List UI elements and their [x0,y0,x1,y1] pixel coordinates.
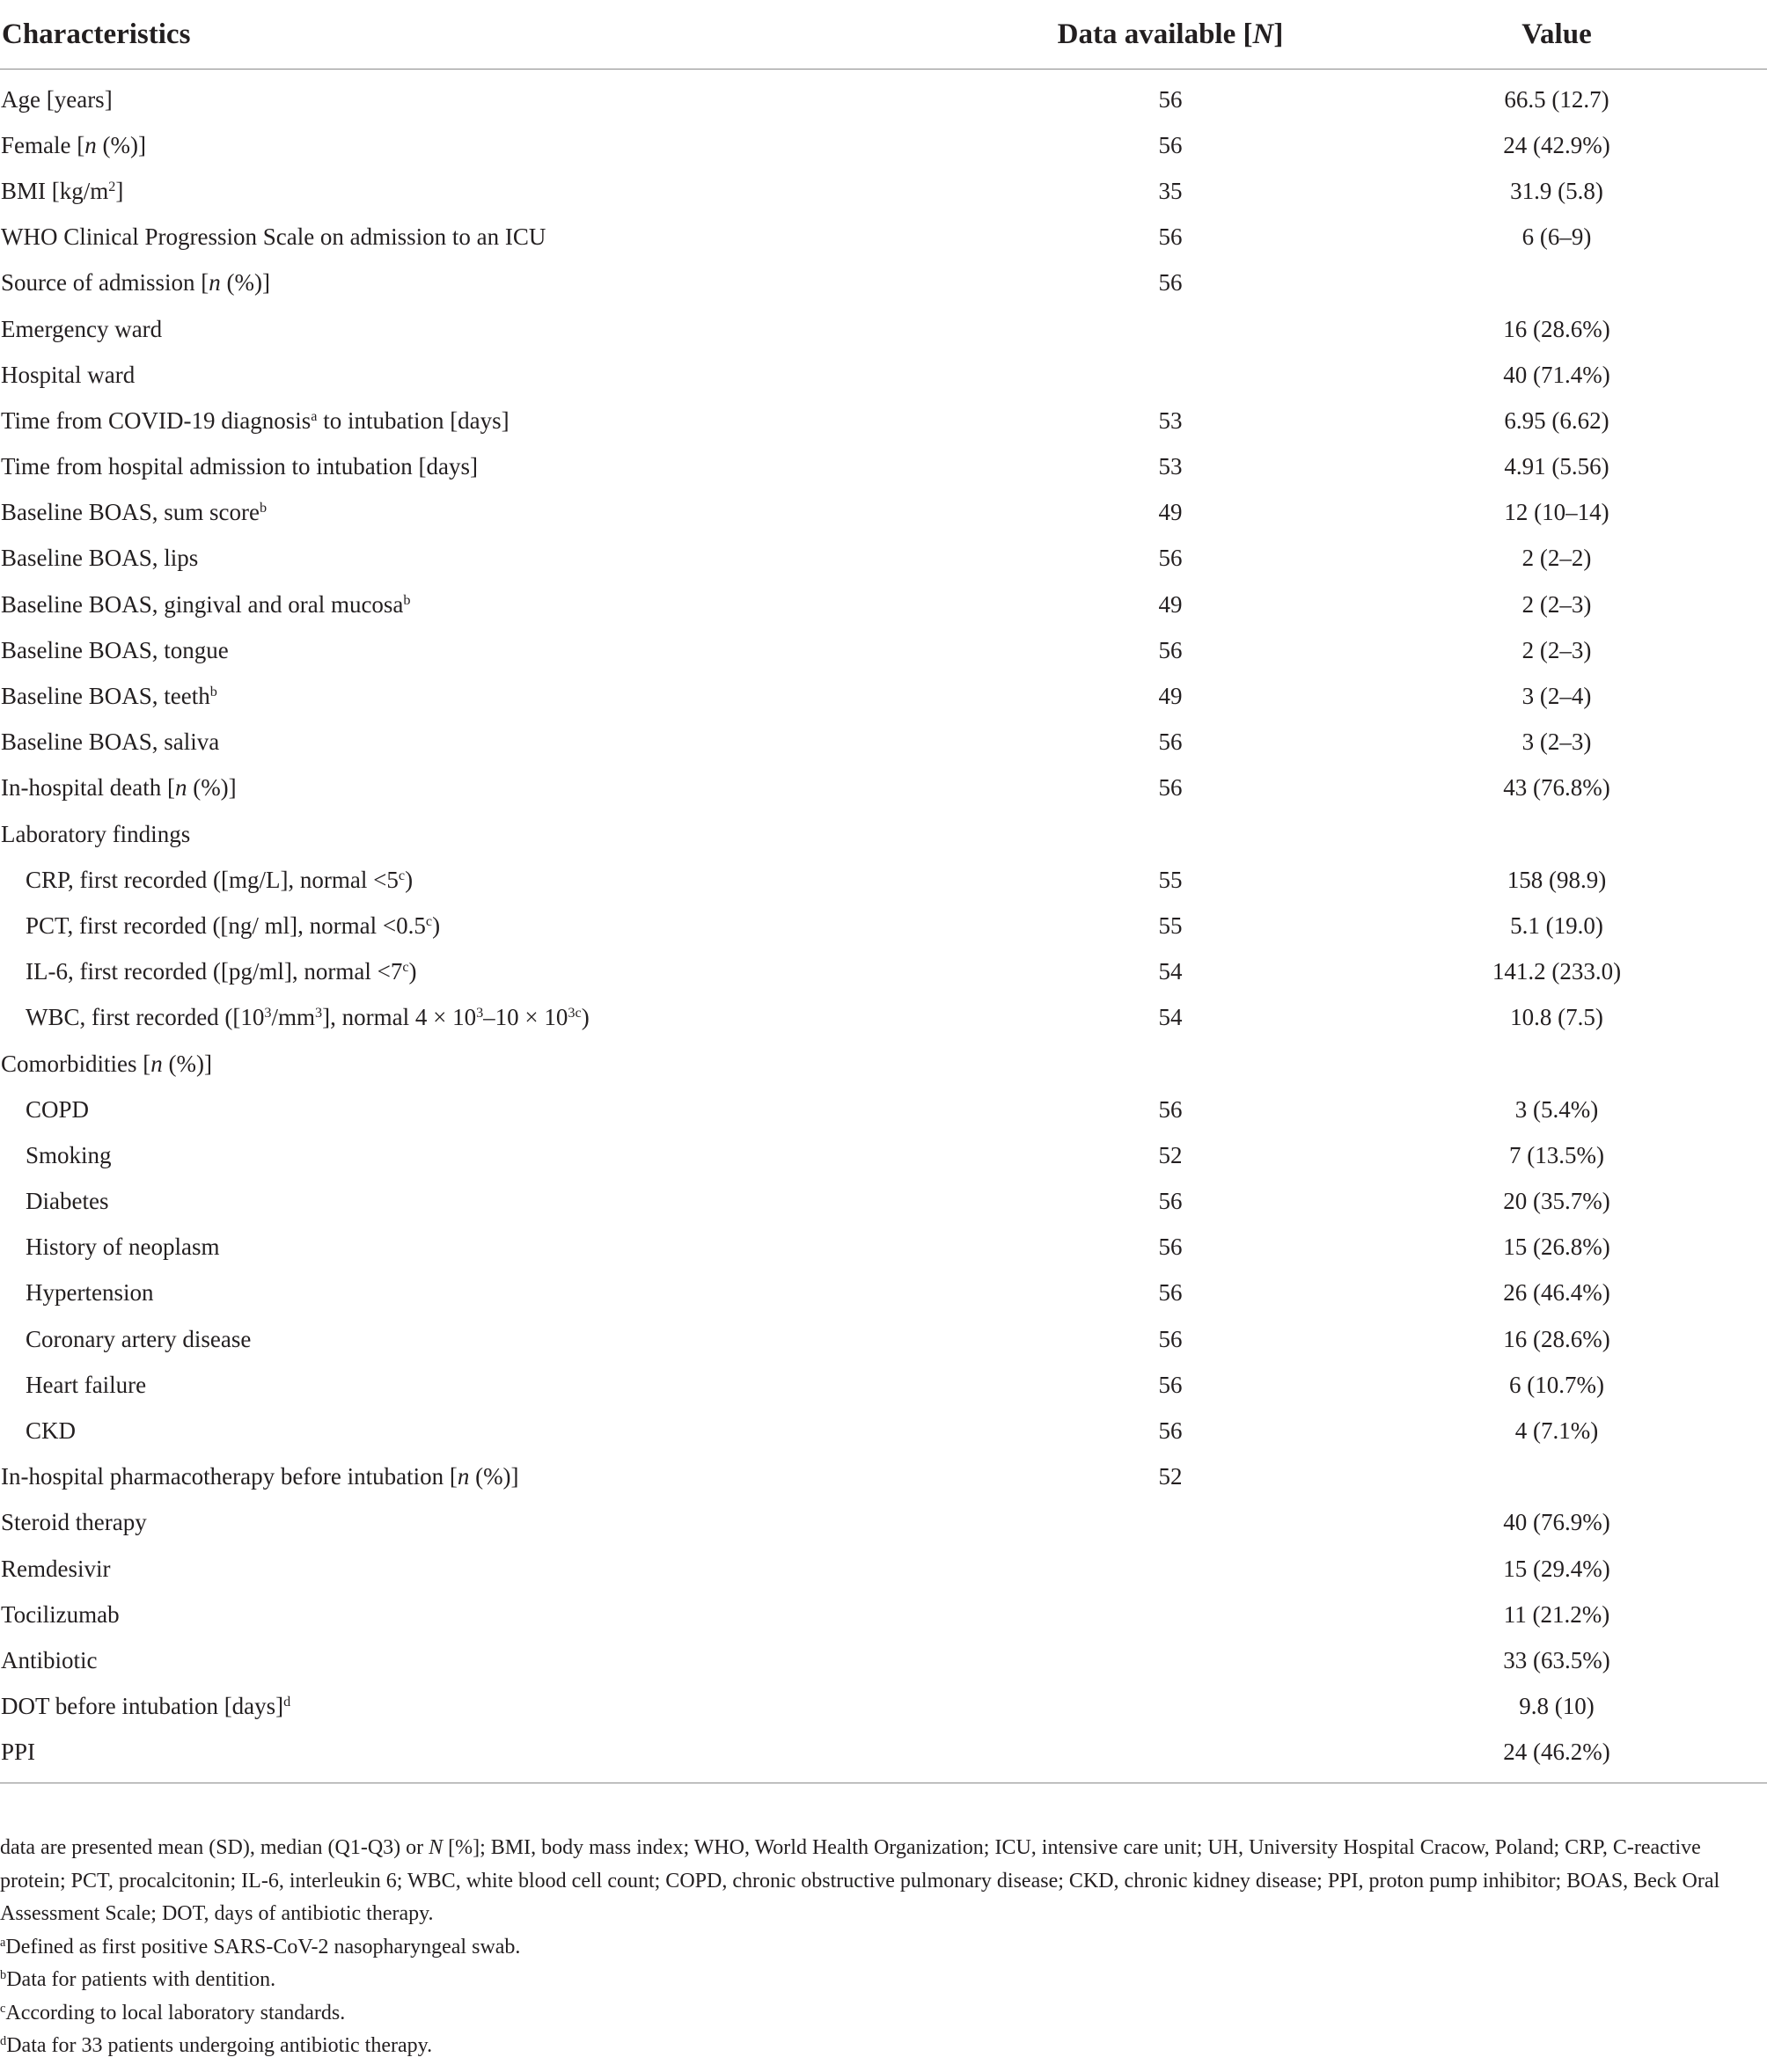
italic-text: n [174,774,187,802]
characteristic-cell [0,1225,994,1270]
value-cell: 40 (76.9%) [1503,1509,1610,1536]
value-cell [1346,260,1767,306]
characteristic-cell [0,168,994,214]
table-row [0,673,1767,719]
label-text: Diabetes [26,1188,109,1215]
value-cell: 9.8 (10) [1519,1693,1595,1720]
label-text: –10 × 10 [483,1004,568,1031]
data-available-cell: 55 [1158,866,1183,893]
characteristic-cell [0,1684,994,1730]
label-text: PCT, first recorded ([ng/ ml], normal <0.5 [26,912,426,939]
footnote [0,2030,1763,2063]
footnote-marker: 3 [264,1005,272,1021]
characteristic-cell [0,1637,994,1683]
table-row [0,1087,1767,1132]
characteristic-cell [0,673,994,719]
label-text: data are presented mean (SD), median (Q1-Q3) or [0,1836,429,1859]
label-text: CKD [26,1417,77,1445]
value-cell: 2 (2–3) [1521,636,1592,663]
table-row [0,1684,1767,1730]
footnote [0,1997,1763,2031]
table-notes [0,1832,1763,2063]
label-text: Comorbidities [ [1,1050,151,1077]
value-cell: 15 (29.4%) [1503,1555,1610,1582]
table-header [0,0,1767,70]
data-available-cell: 52 [1158,1463,1183,1490]
characteristic-cell [0,444,994,490]
label-text: BMI [kg/m [1,177,109,204]
characteristic-cell [0,582,994,627]
label-text: Antibiotic [1,1646,98,1673]
label-text: Hospital ward [1,361,136,388]
footnote-marker: 3c [568,1005,582,1021]
footnote-marker: a [0,1935,6,1950]
footnote-text: Data for patients with dentition. [6,1968,276,1991]
characteristic-cell [0,1316,994,1362]
data-available-cell: 49 [1158,499,1183,526]
value-cell: 4.91 (5.56) [1504,453,1609,480]
footnote-text: Defined as first positive SARS-CoV-2 nasopharyngeal swab. [5,1935,521,1959]
footnote-marker: c [402,959,409,976]
data-available-cell: 56 [1158,1234,1183,1261]
label-text: Baseline BOAS, teeth [1,683,210,710]
value-cell: 43 (76.8%) [1503,774,1610,802]
characteristic-cell [0,1454,994,1500]
label-text: (%)] [187,774,237,802]
characteristic-cell [0,490,994,536]
label-text: Time from COVID-19 diagnosis [1,406,312,434]
header-data-available-n: N [1252,18,1274,50]
characteristic-cell [0,398,994,443]
data-available-cell: 56 [1158,1417,1183,1445]
value-cell: 40 (71.4%) [1503,361,1610,388]
footnote-marker: d [283,1694,291,1710]
value-cell: 4 (7.1%) [1514,1417,1599,1445]
label-text: In-hospital death [ [1,774,175,802]
data-available-cell [994,1546,1346,1592]
table-row [0,398,1767,443]
value-cell: 3 (5.4%) [1514,1095,1599,1123]
italic-text: N [429,1836,444,1859]
value-cell: 2 (2–3) [1521,590,1592,618]
data-available-cell [994,1684,1346,1730]
value-cell: 11 (21.2%) [1503,1600,1610,1628]
label-text: (%)] [220,269,270,297]
label-text: Baseline BOAS, lips [1,545,199,572]
characteristic-cell [0,995,994,1041]
characteristic-cell [0,1500,994,1546]
value-cell [1346,1454,1767,1500]
characteristic-cell [0,260,994,306]
table-row [0,811,1767,857]
footnote-marker: c [0,2001,6,2016]
footnote-marker: 3 [315,1005,323,1021]
label-text: ) [432,912,441,939]
footnote-marker: c [398,867,406,883]
footnote-text: Data for 33 patients undergoing antibiotic therapy. [6,2034,433,2057]
table-row [0,490,1767,536]
characteristic-cell [0,70,994,123]
table-row [0,536,1767,582]
data-available-cell: 56 [1158,1279,1183,1307]
footnotes-list [0,1931,1763,2063]
footnote [0,1964,1763,1997]
characteristic-cell [0,1179,994,1225]
label-text: Steroid therapy [1,1509,147,1536]
characteristic-cell [0,1730,994,1784]
data-available-cell: 35 [1158,177,1183,204]
footnote-marker: a [311,408,318,424]
characteristic-cell [0,857,994,903]
value-cell [1346,1041,1767,1087]
table-row [0,1730,1767,1784]
label-text: DOT before intubation [days] [1,1693,284,1720]
label-text: to intubation [days] [317,406,510,434]
abbreviations-note [0,1832,1763,1931]
data-available-cell: 54 [1158,1004,1183,1031]
table-row [0,765,1767,811]
footnote-marker: b [259,500,268,516]
header-data-available-suffix: ] [1273,18,1284,50]
data-available-cell [994,1730,1346,1784]
data-available-cell [994,352,1346,398]
footnote-marker: b [403,591,411,608]
data-available-cell: 56 [1158,1188,1183,1215]
table-row [0,1546,1767,1592]
label-text: History of neoplasm [26,1234,220,1261]
footnote-marker: b [209,684,217,700]
value-cell: 3 (2–3) [1521,728,1592,756]
value-cell: 16 (28.6%) [1503,1325,1610,1352]
value-cell: 141.2 (233.0) [1492,958,1622,985]
data-available-cell: 53 [1158,453,1183,480]
characteristic-cell [0,627,994,673]
table-row [0,582,1767,627]
data-available-cell: 56 [1158,85,1183,113]
characteristic-cell [0,1362,994,1408]
data-available-cell: 56 [1158,774,1183,802]
value-cell: 33 (63.5%) [1503,1646,1610,1673]
data-available-cell [994,1592,1346,1637]
value-cell: 5.1 (19.0) [1510,912,1603,939]
table-row [0,857,1767,903]
data-available-cell: 49 [1158,590,1183,618]
header-value: Value [1346,0,1767,70]
data-available-cell [994,306,1346,352]
data-available-cell: 56 [1158,223,1183,251]
label-text: Female [ [1,131,85,158]
label-text: In-hospital pharmacotherapy before intubation [ [1,1463,458,1490]
table-row [0,995,1767,1041]
label-text: (%)] [96,131,146,158]
label-text: WHO Clinical Progression Scale on admission to an ICU [1,223,546,251]
label-text: Remdesivir [1,1555,111,1582]
characteristic-cell [0,352,994,398]
header-characteristics: Characteristics [0,0,994,70]
label-text: CRP, first recorded ([mg/L], normal <5 [26,866,399,893]
footnote-marker: 3 [476,1005,484,1021]
value-cell: 6.95 (6.62) [1504,406,1609,434]
value-cell: 26 (46.4%) [1503,1279,1610,1307]
footnote-marker: b [0,1968,7,1983]
italic-text: n [84,131,97,158]
table-row [0,352,1767,398]
characteristic-cell [0,720,994,765]
data-available-cell: 56 [1158,636,1183,663]
label-text: [%]; BMI, body mass index; WHO, World Health Organization; ICU, intensive care unit; UH, University Hospital Cracow, Poland; CRP, C-reactive protein; PCT, procalcitonin; IL-6, interleukin 6; WBC, white blood cell count; COPD, chronic obstructive pulmonary disease; CKD, chronic kidney disease; PPI, proton pump inhibitor; BOAS, Beck Oral Assessment Scale; DOT, days of antibiotic therapy. [0,1836,1720,1925]
characteristic-cell [0,1546,994,1592]
table-row [0,949,1767,995]
footnote [0,1931,1763,1965]
label-text: Heart failure [26,1371,147,1398]
value-cell: 20 (35.7%) [1503,1188,1610,1215]
table-row [0,1132,1767,1178]
label-text: Tocilizumab [1,1600,120,1628]
label-text: PPI [1,1739,36,1766]
value-cell: 31.9 (5.8) [1510,177,1603,204]
value-cell: 10.8 (7.5) [1510,1004,1603,1031]
data-available-cell: 49 [1158,683,1183,710]
table-body [0,70,1767,1784]
data-available-cell: 56 [1158,1371,1183,1398]
label-text: COPD [26,1095,90,1123]
label-text: Source of admission [ [1,269,209,297]
label-text: (%)] [162,1050,212,1077]
label-text: Baseline BOAS, tongue [1,636,229,663]
characteristic-cell [0,1270,994,1316]
table-row [0,260,1767,306]
label-text: Baseline BOAS, saliva [1,728,220,756]
characteristic-cell [0,1132,994,1178]
label-text: WBC, first recorded ([10 [26,1004,265,1031]
header-row [0,0,1767,70]
label-text: ) [405,866,414,893]
value-cell: 24 (42.9%) [1503,131,1610,158]
italic-text: n [209,269,221,297]
table-row [0,444,1767,490]
data-available-cell: 56 [1158,269,1183,297]
characteristic-cell [0,903,994,948]
table-row [0,903,1767,948]
table-row [0,1454,1767,1500]
data-available-cell: 56 [1158,545,1183,572]
italic-text: n [457,1463,470,1490]
table-row [0,1225,1767,1270]
table-row [0,70,1767,123]
data-available-cell: 56 [1158,1095,1183,1123]
table-row [0,1637,1767,1683]
label-text: Coronary artery disease [26,1325,252,1352]
data-available-cell: 55 [1158,912,1183,939]
value-cell: 7 (13.5%) [1509,1141,1604,1168]
data-available-cell [994,811,1346,857]
label-text: /mm [271,1004,316,1031]
data-available-cell [994,1500,1346,1546]
characteristic-cell [0,811,994,857]
table-row [0,1500,1767,1546]
data-available-cell [994,1637,1346,1683]
data-available-cell: 56 [1158,131,1183,158]
label-text: Baseline BOAS, gingival and oral mucosa [1,590,404,618]
footnote-text: According to local laboratory standards. [5,2001,346,2024]
table-row [0,306,1767,352]
characteristic-cell [0,1592,994,1637]
value-cell: 12 (10–14) [1504,499,1609,526]
value-cell: 158 (98.9) [1507,866,1607,893]
header-data-available [994,0,1346,70]
table-row [0,1408,1767,1453]
label-text: ) [408,958,417,985]
label-text: Hypertension [26,1279,154,1307]
table-row [0,215,1767,260]
label-text: Age [years] [1,85,113,113]
characteristic-cell [0,1408,994,1453]
table-row [0,720,1767,765]
characteristic-cell [0,949,994,995]
characteristic-cell [0,1041,994,1087]
table-row [0,1270,1767,1316]
characteristic-cell [0,536,994,582]
characteristic-cell [0,122,994,168]
table-row [0,1592,1767,1637]
data-available-cell: 54 [1158,958,1183,985]
label-text: Time from hospital admission to intubation [days] [1,453,478,480]
characteristic-cell [0,306,994,352]
label-text: ] [115,177,124,204]
value-cell: 24 (46.2%) [1503,1739,1610,1766]
label-text: ], normal 4 × 10 [322,1004,477,1031]
value-cell: 6 (10.7%) [1509,1371,1604,1398]
data-available-cell: 53 [1158,406,1183,434]
label-text: Laboratory findings [1,820,191,847]
label-text: ) [581,1004,590,1031]
label-text: Smoking [26,1141,112,1168]
characteristic-cell [0,1087,994,1132]
data-available-cell: 52 [1158,1141,1183,1168]
table-row [0,168,1767,214]
value-cell: 6 (6–9) [1521,223,1592,251]
data-available-cell: 56 [1158,1325,1183,1352]
label-text: (%)] [469,1463,519,1490]
value-cell [1346,811,1767,857]
table-row [0,1179,1767,1225]
header-data-available-prefix: Data available [ [1057,18,1253,50]
table-row [0,627,1767,673]
footnote-marker: c [425,913,433,930]
label-text: Emergency ward [1,315,163,342]
value-cell: 2 (2–2) [1521,545,1592,572]
table-row [0,1362,1767,1408]
table-row [0,1041,1767,1087]
table-row [0,1316,1767,1362]
value-cell: 3 (2–4) [1521,683,1592,710]
footnote-marker: 2 [108,179,116,195]
value-cell: 15 (26.8%) [1503,1234,1610,1261]
label-text: Baseline BOAS, sum score [1,499,260,526]
characteristic-cell [0,765,994,811]
characteristic-cell [0,215,994,260]
value-cell: 16 (28.6%) [1503,315,1610,342]
data-available-cell [994,1041,1346,1087]
data-available-cell: 56 [1158,728,1183,756]
value-cell: 66.5 (12.7) [1504,85,1609,113]
italic-text: n [150,1050,163,1077]
label-text: IL-6, first recorded ([pg/ml], normal <7 [26,958,403,985]
footnote-marker: d [0,2034,7,2049]
table-row [0,122,1767,168]
